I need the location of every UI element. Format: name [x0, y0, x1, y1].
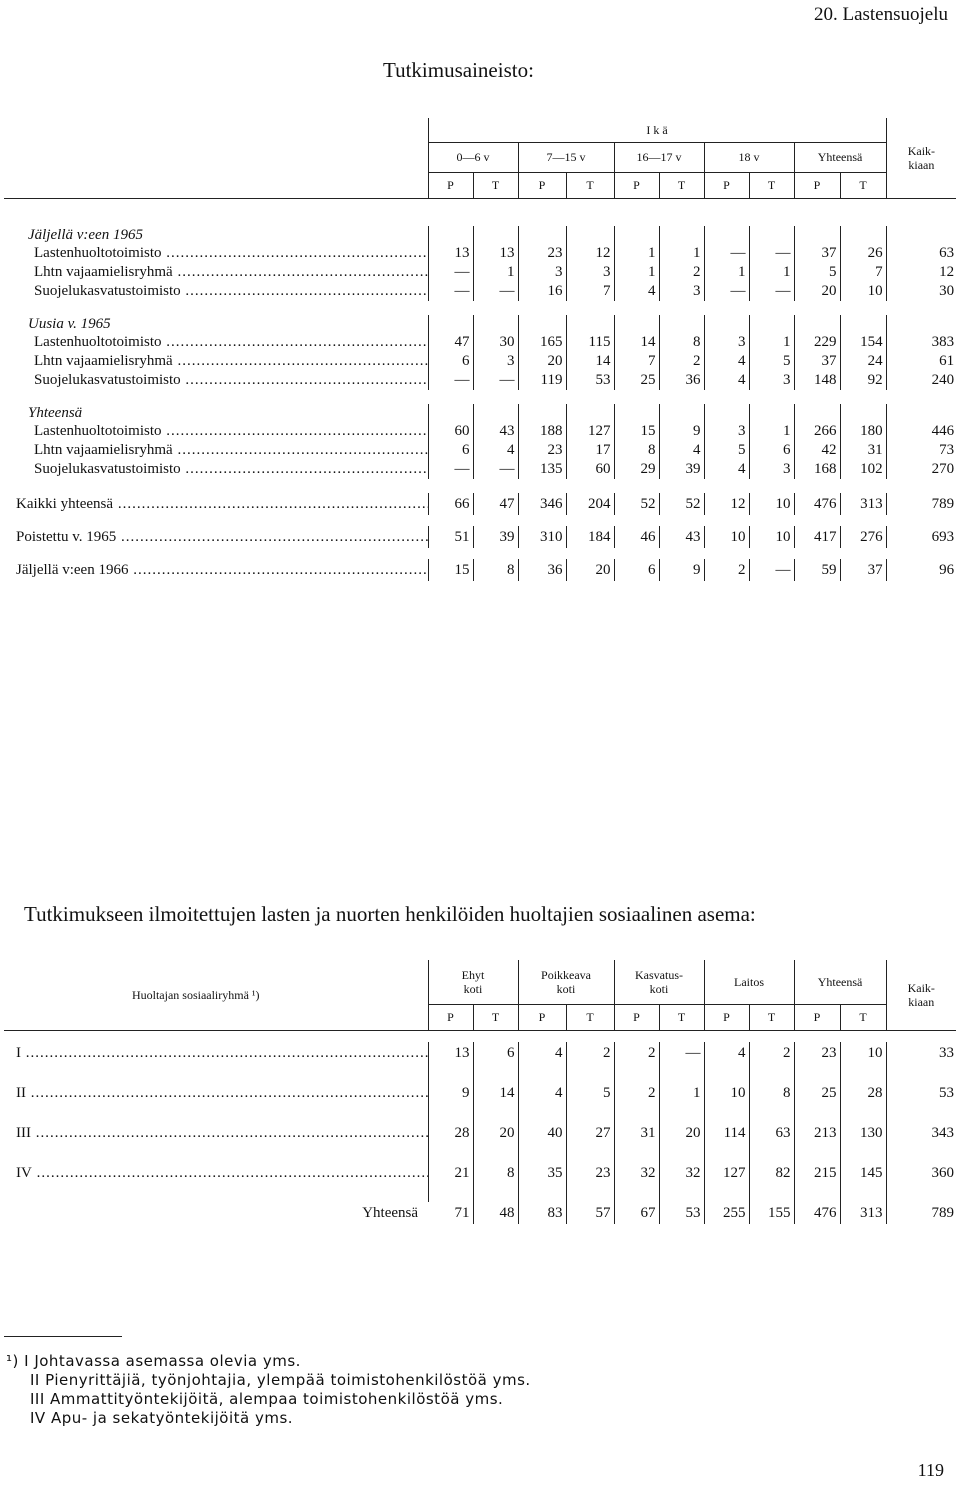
- cell-value: —: [473, 460, 518, 479]
- cell-value: 46: [614, 526, 659, 548]
- cell-value: 9: [659, 422, 704, 441]
- cell-value: 15: [428, 559, 473, 581]
- cell-value: 1: [614, 263, 659, 282]
- row-label: I .....: [4, 1042, 428, 1064]
- col-yhteensa: Yhteensä: [794, 960, 886, 1004]
- table-row: [4, 1162, 956, 1184]
- cell-value: 53: [659, 1202, 704, 1224]
- cell-value: —: [428, 371, 473, 390]
- table1-title: Tutkimusaineisto:: [383, 58, 534, 82]
- cell-value: 35: [518, 1162, 566, 1184]
- cell-value: 12: [939, 264, 955, 280]
- cell-value: 10: [840, 1042, 886, 1064]
- table-row: [4, 460, 956, 479]
- cell-value: 51: [428, 526, 473, 548]
- cell-value: 1: [614, 244, 659, 263]
- cell-value: 9: [659, 559, 704, 581]
- table-row: [4, 422, 956, 441]
- cell-value: 343: [931, 1124, 955, 1141]
- cell-value: 1: [473, 263, 518, 282]
- cell-value: 276: [840, 526, 886, 548]
- cell-value: 476: [794, 493, 840, 515]
- cell-value: —: [473, 371, 518, 390]
- p-header: P: [614, 172, 659, 198]
- cell-value: 4: [704, 371, 749, 390]
- total-row: [4, 559, 956, 581]
- cell-value: —: [749, 282, 794, 301]
- cell-value: 8: [614, 441, 659, 460]
- cell-value: 7: [840, 263, 886, 282]
- cell-value: 23: [566, 1162, 614, 1184]
- cell-value: 66: [428, 493, 473, 515]
- cell-value: 59: [794, 559, 840, 581]
- cell-value: 20: [659, 1122, 704, 1144]
- cell-value: 4: [518, 1042, 566, 1064]
- cell-value: 5: [566, 1082, 614, 1104]
- cell-value: 8: [473, 1162, 518, 1184]
- row-label: Jäljellä v:een 1966 .....: [4, 559, 428, 581]
- cell-value: 10: [704, 526, 749, 548]
- cell-value: 25: [614, 371, 659, 390]
- footnote-3: III Ammattityöntekijöitä, alempaa toimistohenkilöstöä yms.: [30, 1390, 504, 1408]
- cell-value: 3: [566, 263, 614, 282]
- t-header: T: [840, 172, 886, 198]
- cell-value: 43: [659, 526, 704, 548]
- cell-value: 13: [428, 1042, 473, 1064]
- total-column-header: Kaik- kiaan: [886, 960, 956, 1030]
- row-label: III .....: [4, 1122, 428, 1144]
- cell-value: 10: [749, 526, 794, 548]
- col-poikkeava-koti: Poikkeava koti: [518, 960, 614, 1004]
- row-label: Lhtn vajaamielisryhmä .....: [4, 352, 428, 371]
- footnote-divider: [4, 1336, 122, 1337]
- cell-value: 30: [939, 283, 955, 299]
- cell-value: 32: [659, 1162, 704, 1184]
- cell-value: 6: [749, 441, 794, 460]
- cell-value: 12: [704, 493, 749, 515]
- cell-value: 28: [840, 1082, 886, 1104]
- cell-value: 8: [749, 1082, 794, 1104]
- cell-value: —: [749, 244, 794, 263]
- cell-value: 48: [473, 1202, 518, 1224]
- footnote-1: ¹) I Johtavassa asemassa olevia yms.: [6, 1352, 301, 1370]
- cell-value: 417: [794, 526, 840, 548]
- row-label: Lhtn vajaamielisryhmä .....: [4, 441, 428, 460]
- section-heading-row: [4, 226, 956, 244]
- row-label: II .....: [4, 1082, 428, 1104]
- cell-value: 213: [794, 1122, 840, 1144]
- table2-title: Tutkimukseen ilmoitettujen lasten ja nuorten henkilöiden huoltajien sosiaalinen asema:: [24, 902, 756, 926]
- cell-value: 28: [428, 1122, 473, 1144]
- table-row: [4, 333, 956, 352]
- cell-value: 53: [939, 1084, 955, 1101]
- table-row: [4, 1042, 956, 1064]
- cell-value: 15: [614, 422, 659, 441]
- age-group-header-row: [4, 142, 956, 172]
- cell-value: 20: [566, 559, 614, 581]
- cell-value: 3: [704, 422, 749, 441]
- cell-value: 83: [518, 1202, 566, 1224]
- cell-value: 21: [428, 1162, 473, 1184]
- cell-value: 37: [794, 244, 840, 263]
- cell-value: —: [428, 282, 473, 301]
- cell-value: 114: [704, 1122, 749, 1144]
- row-label: Lastenhuoltotoimisto .....: [4, 333, 428, 352]
- cell-value: 14: [614, 333, 659, 352]
- col-laitos: Laitos: [704, 960, 794, 1004]
- cell-value: 3: [704, 333, 749, 352]
- cell-value: 17: [566, 441, 614, 460]
- cell-value: 693: [931, 528, 955, 545]
- cell-value: 25: [794, 1082, 840, 1104]
- age-group-18: 18 v: [704, 142, 794, 172]
- total-row: [4, 493, 956, 515]
- cell-value: 2: [659, 263, 704, 282]
- cell-value: 1: [659, 244, 704, 263]
- t-header: T: [749, 1004, 794, 1030]
- cell-value: 96: [939, 561, 955, 578]
- research-material-table: [4, 118, 956, 592]
- cell-value: 4: [659, 441, 704, 460]
- cell-value: 119: [518, 371, 566, 390]
- p-header: P: [794, 172, 840, 198]
- cell-value: 12: [566, 244, 614, 263]
- cell-value: —: [704, 244, 749, 263]
- cell-value: 313: [840, 1202, 886, 1224]
- t-header: T: [566, 172, 614, 198]
- table-row: [4, 352, 956, 371]
- cell-value: 63: [939, 245, 955, 261]
- cell-value: 2: [749, 1042, 794, 1064]
- cell-value: 266: [794, 422, 840, 441]
- cell-value: 10: [704, 1082, 749, 1104]
- table-row: [4, 1082, 956, 1104]
- cell-value: 148: [794, 371, 840, 390]
- cell-value: 33: [939, 1044, 955, 1061]
- row-label: Suojelukasvatustoimisto .....: [4, 371, 428, 390]
- col-ehyt-koti: Ehyt koti: [428, 960, 518, 1004]
- cell-value: 6: [473, 1042, 518, 1064]
- cell-value: 73: [939, 442, 955, 458]
- cell-value: 1: [704, 263, 749, 282]
- cell-value: 39: [659, 460, 704, 479]
- row-label: Lastenhuoltotoimisto .....: [4, 422, 428, 441]
- cell-value: 8: [473, 559, 518, 581]
- cell-value: 789: [931, 1204, 955, 1221]
- cell-value: 53: [566, 371, 614, 390]
- cell-value: 52: [614, 493, 659, 515]
- cell-value: 2: [614, 1042, 659, 1064]
- page-number: 119: [917, 1460, 944, 1480]
- age-group-0-6: 0—6 v: [428, 142, 518, 172]
- cell-value: 229: [794, 333, 840, 352]
- cell-value: 36: [659, 371, 704, 390]
- section-heading-row: [4, 315, 956, 333]
- cell-value: 29: [614, 460, 659, 479]
- cell-value: 2: [614, 1082, 659, 1104]
- cell-value: 1: [659, 1082, 704, 1104]
- cell-value: —: [749, 559, 794, 581]
- age-group-16-17: 16—17 v: [614, 142, 704, 172]
- cell-value: 4: [704, 1042, 749, 1064]
- cell-value: 4: [473, 441, 518, 460]
- ika-header: I k ä: [428, 118, 886, 142]
- cell-value: 20: [518, 352, 566, 371]
- cell-value: 42: [794, 441, 840, 460]
- cell-value: 240: [931, 372, 955, 388]
- cell-value: 16: [518, 282, 566, 301]
- cell-value: 27: [566, 1122, 614, 1144]
- cell-value: 446: [931, 423, 955, 439]
- cell-value: 180: [840, 422, 886, 441]
- p-header: P: [704, 172, 749, 198]
- table-row: [4, 371, 956, 390]
- cell-value: 10: [840, 282, 886, 301]
- cell-value: 26: [840, 244, 886, 263]
- t-header: T: [473, 172, 518, 198]
- cell-value: 40: [518, 1122, 566, 1144]
- cell-value: 47: [428, 333, 473, 352]
- pt-header-row: [4, 172, 956, 198]
- table-row: [4, 263, 956, 282]
- p-header: P: [614, 1004, 659, 1030]
- cell-value: 310: [518, 526, 566, 548]
- age-group-7-15: 7—15 v: [518, 142, 614, 172]
- cell-value: 5: [704, 441, 749, 460]
- cell-value: 5: [794, 263, 840, 282]
- cell-value: 8: [659, 333, 704, 352]
- cell-value: 20: [794, 282, 840, 301]
- social-group-header: Huoltajan sosiaaliryhmä ¹): [131, 987, 260, 1002]
- cell-value: 24: [840, 352, 886, 371]
- cell-value: 6: [428, 441, 473, 460]
- cell-value: 3: [659, 282, 704, 301]
- cell-value: 13: [428, 244, 473, 263]
- cell-value: 13: [473, 244, 518, 263]
- cell-value: 1: [749, 263, 794, 282]
- cell-value: 127: [704, 1162, 749, 1184]
- cell-value: 14: [566, 352, 614, 371]
- cell-value: 215: [794, 1162, 840, 1184]
- t-header: T: [840, 1004, 886, 1030]
- cell-value: 476: [794, 1202, 840, 1224]
- cell-value: 67: [614, 1202, 659, 1224]
- cell-value: 31: [614, 1122, 659, 1144]
- cell-value: 36: [518, 559, 566, 581]
- cell-value: 92: [840, 371, 886, 390]
- cell-value: 346: [518, 493, 566, 515]
- table-row: [4, 441, 956, 460]
- cell-value: 60: [566, 460, 614, 479]
- cell-value: 71: [428, 1202, 473, 1224]
- cell-value: 127: [566, 422, 614, 441]
- cell-value: 270: [931, 461, 955, 477]
- cell-value: 313: [840, 493, 886, 515]
- p-header: P: [428, 172, 473, 198]
- cell-value: 154: [840, 333, 886, 352]
- cell-value: 9: [428, 1082, 473, 1104]
- row-label: Lhtn vajaamielisryhmä .....: [4, 263, 428, 282]
- cell-value: 7: [614, 352, 659, 371]
- cell-value: 43: [473, 422, 518, 441]
- cell-value: —: [428, 460, 473, 479]
- cell-value: 23: [518, 244, 566, 263]
- cell-value: 37: [840, 559, 886, 581]
- cell-value: 4: [518, 1082, 566, 1104]
- cell-value: —: [473, 282, 518, 301]
- section-heading: Jäljellä v:een 1965: [4, 226, 428, 244]
- p-header: P: [518, 1004, 566, 1030]
- section-heading: Yhteensä: [4, 404, 428, 422]
- cell-value: 4: [704, 460, 749, 479]
- cell-value: 255: [704, 1202, 749, 1224]
- row-label: Yhteensä: [362, 1204, 418, 1221]
- section-heading: Uusia v. 1965: [4, 315, 428, 333]
- cell-value: 30: [473, 333, 518, 352]
- cell-value: 20: [473, 1122, 518, 1144]
- cell-value: 789: [931, 495, 955, 512]
- total-row: [4, 1202, 956, 1224]
- cell-value: 3: [749, 371, 794, 390]
- cell-value: 14: [473, 1082, 518, 1104]
- row-label: Poistettu v. 1965 .....: [4, 526, 428, 548]
- row-label: IV .....: [4, 1162, 428, 1184]
- cell-value: 82: [749, 1162, 794, 1184]
- t-header: T: [659, 172, 704, 198]
- t-header: T: [749, 172, 794, 198]
- cell-value: 204: [566, 493, 614, 515]
- p-header: P: [704, 1004, 749, 1030]
- cell-value: —: [704, 282, 749, 301]
- cell-value: 31: [840, 441, 886, 460]
- cell-value: 60: [428, 422, 473, 441]
- cell-value: 188: [518, 422, 566, 441]
- cell-value: 145: [840, 1162, 886, 1184]
- age-group-total: Yhteensä: [794, 142, 886, 172]
- total-column-header: Kaik- kiaan: [886, 118, 956, 198]
- cell-value: 135: [518, 460, 566, 479]
- row-label: Suojelukasvatustoimisto .....: [4, 282, 428, 301]
- footnote-4: IV Apu- ja sekatyöntekijöitä yms.: [30, 1409, 294, 1427]
- cell-value: 61: [939, 353, 955, 369]
- cell-value: 5: [749, 352, 794, 371]
- cell-value: 47: [473, 493, 518, 515]
- t-header: T: [473, 1004, 518, 1030]
- cell-value: 1: [749, 422, 794, 441]
- total-row: [4, 526, 956, 548]
- cell-value: 23: [794, 1042, 840, 1064]
- cell-value: 3: [518, 263, 566, 282]
- cell-value: 1: [749, 333, 794, 352]
- cell-value: 57: [566, 1202, 614, 1224]
- row-label: Lastenhuoltotoimisto .....: [4, 244, 428, 263]
- t-header: T: [566, 1004, 614, 1030]
- section-heading-row: [4, 404, 956, 422]
- cell-value: —: [659, 1042, 704, 1064]
- cell-value: 63: [749, 1122, 794, 1144]
- footnote-2: II Pienyrittäjiä, työnjohtajia, ylempää toimistohenkilöstöä yms.: [30, 1371, 531, 1389]
- cell-value: 168: [794, 460, 840, 479]
- cell-value: 165: [518, 333, 566, 352]
- cell-value: 360: [931, 1164, 955, 1181]
- cell-value: —: [428, 263, 473, 282]
- cell-value: 3: [473, 352, 518, 371]
- cell-value: 2: [704, 559, 749, 581]
- cell-value: 37: [794, 352, 840, 371]
- table-row: [4, 244, 956, 263]
- cell-value: 2: [566, 1042, 614, 1064]
- cell-value: 39: [473, 526, 518, 548]
- col-kasvatuskoti: Kasvatus- koti: [614, 960, 704, 1004]
- cell-value: 155: [749, 1202, 794, 1224]
- row-label: Kaikki yhteensä .....: [4, 493, 428, 515]
- cell-value: 6: [428, 352, 473, 371]
- cell-value: 130: [840, 1122, 886, 1144]
- cell-value: 23: [518, 441, 566, 460]
- t-header: T: [659, 1004, 704, 1030]
- cell-value: 4: [614, 282, 659, 301]
- cell-value: 4: [704, 352, 749, 371]
- cell-value: 184: [566, 526, 614, 548]
- cell-value: 32: [614, 1162, 659, 1184]
- cell-value: 7: [566, 282, 614, 301]
- p-header: P: [794, 1004, 840, 1030]
- guardian-status-table: [4, 960, 956, 1224]
- cell-value: 2: [659, 352, 704, 371]
- p-header: P: [518, 172, 566, 198]
- cell-value: 102: [840, 460, 886, 479]
- page-header: 20. Lastensuojelu: [813, 4, 948, 25]
- p-header: P: [428, 1004, 473, 1030]
- cell-value: 383: [931, 334, 955, 350]
- cell-value: 3: [749, 460, 794, 479]
- table-row: [4, 1122, 956, 1144]
- cell-value: 115: [566, 333, 614, 352]
- cell-value: 52: [659, 493, 704, 515]
- row-label: Suojelukasvatustoimisto .....: [4, 460, 428, 479]
- cell-value: 10: [749, 493, 794, 515]
- cell-value: 6: [614, 559, 659, 581]
- table-row: [4, 282, 956, 301]
